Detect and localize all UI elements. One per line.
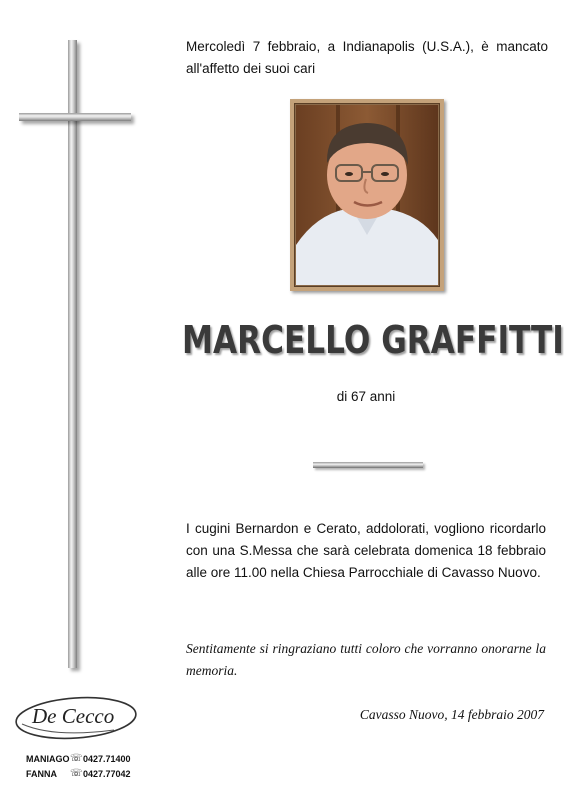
portrait-photo xyxy=(296,105,438,285)
contact-city: FANNA xyxy=(26,769,57,779)
cross-vertical-bar xyxy=(68,40,77,668)
contact-number: 0427.77042 xyxy=(83,769,131,779)
thanks-text: Sentitamente si ringraziano tutti coloro che vorranno onorarne la memoria. xyxy=(186,641,546,678)
phone-icon: ☏ xyxy=(70,768,83,779)
contact-row xyxy=(26,752,176,767)
contact-list xyxy=(26,752,176,782)
announcement-intro: Mercoledì 7 febbraio, a Indianapolis (U.S.A.), è mancato all'affetto dei suoi cari xyxy=(186,39,548,76)
deceased-name: MARCELLO GRAFFITTI xyxy=(182,318,564,362)
de-cecco-logo xyxy=(14,694,140,742)
place-date-signoff: Cavasso Nuovo, 14 febbraio 2007 xyxy=(359,707,544,722)
portrait-photo-frame xyxy=(290,99,444,291)
cross-horizontal-bar xyxy=(19,113,131,121)
logo-text: De Cecco xyxy=(32,704,115,728)
phone-icon: ☏ xyxy=(70,753,83,764)
age-text: di 67 anni xyxy=(336,389,396,404)
separator-bar xyxy=(313,462,423,468)
contact-row xyxy=(26,767,176,782)
mass-announcement: I cugini Bernardon e Cerato, addolorati, vogliono ricordarlo con una S.Messa che sarà celebrata domenica 18 febbraio alle ore 11.00 nella Chiesa Parrocchiale di Cavasso Nuovo. xyxy=(186,521,546,580)
contact-number: 0427.71400 xyxy=(83,754,131,764)
portrait-illustration xyxy=(296,105,438,285)
contact-city: MANIAGO xyxy=(26,754,70,764)
